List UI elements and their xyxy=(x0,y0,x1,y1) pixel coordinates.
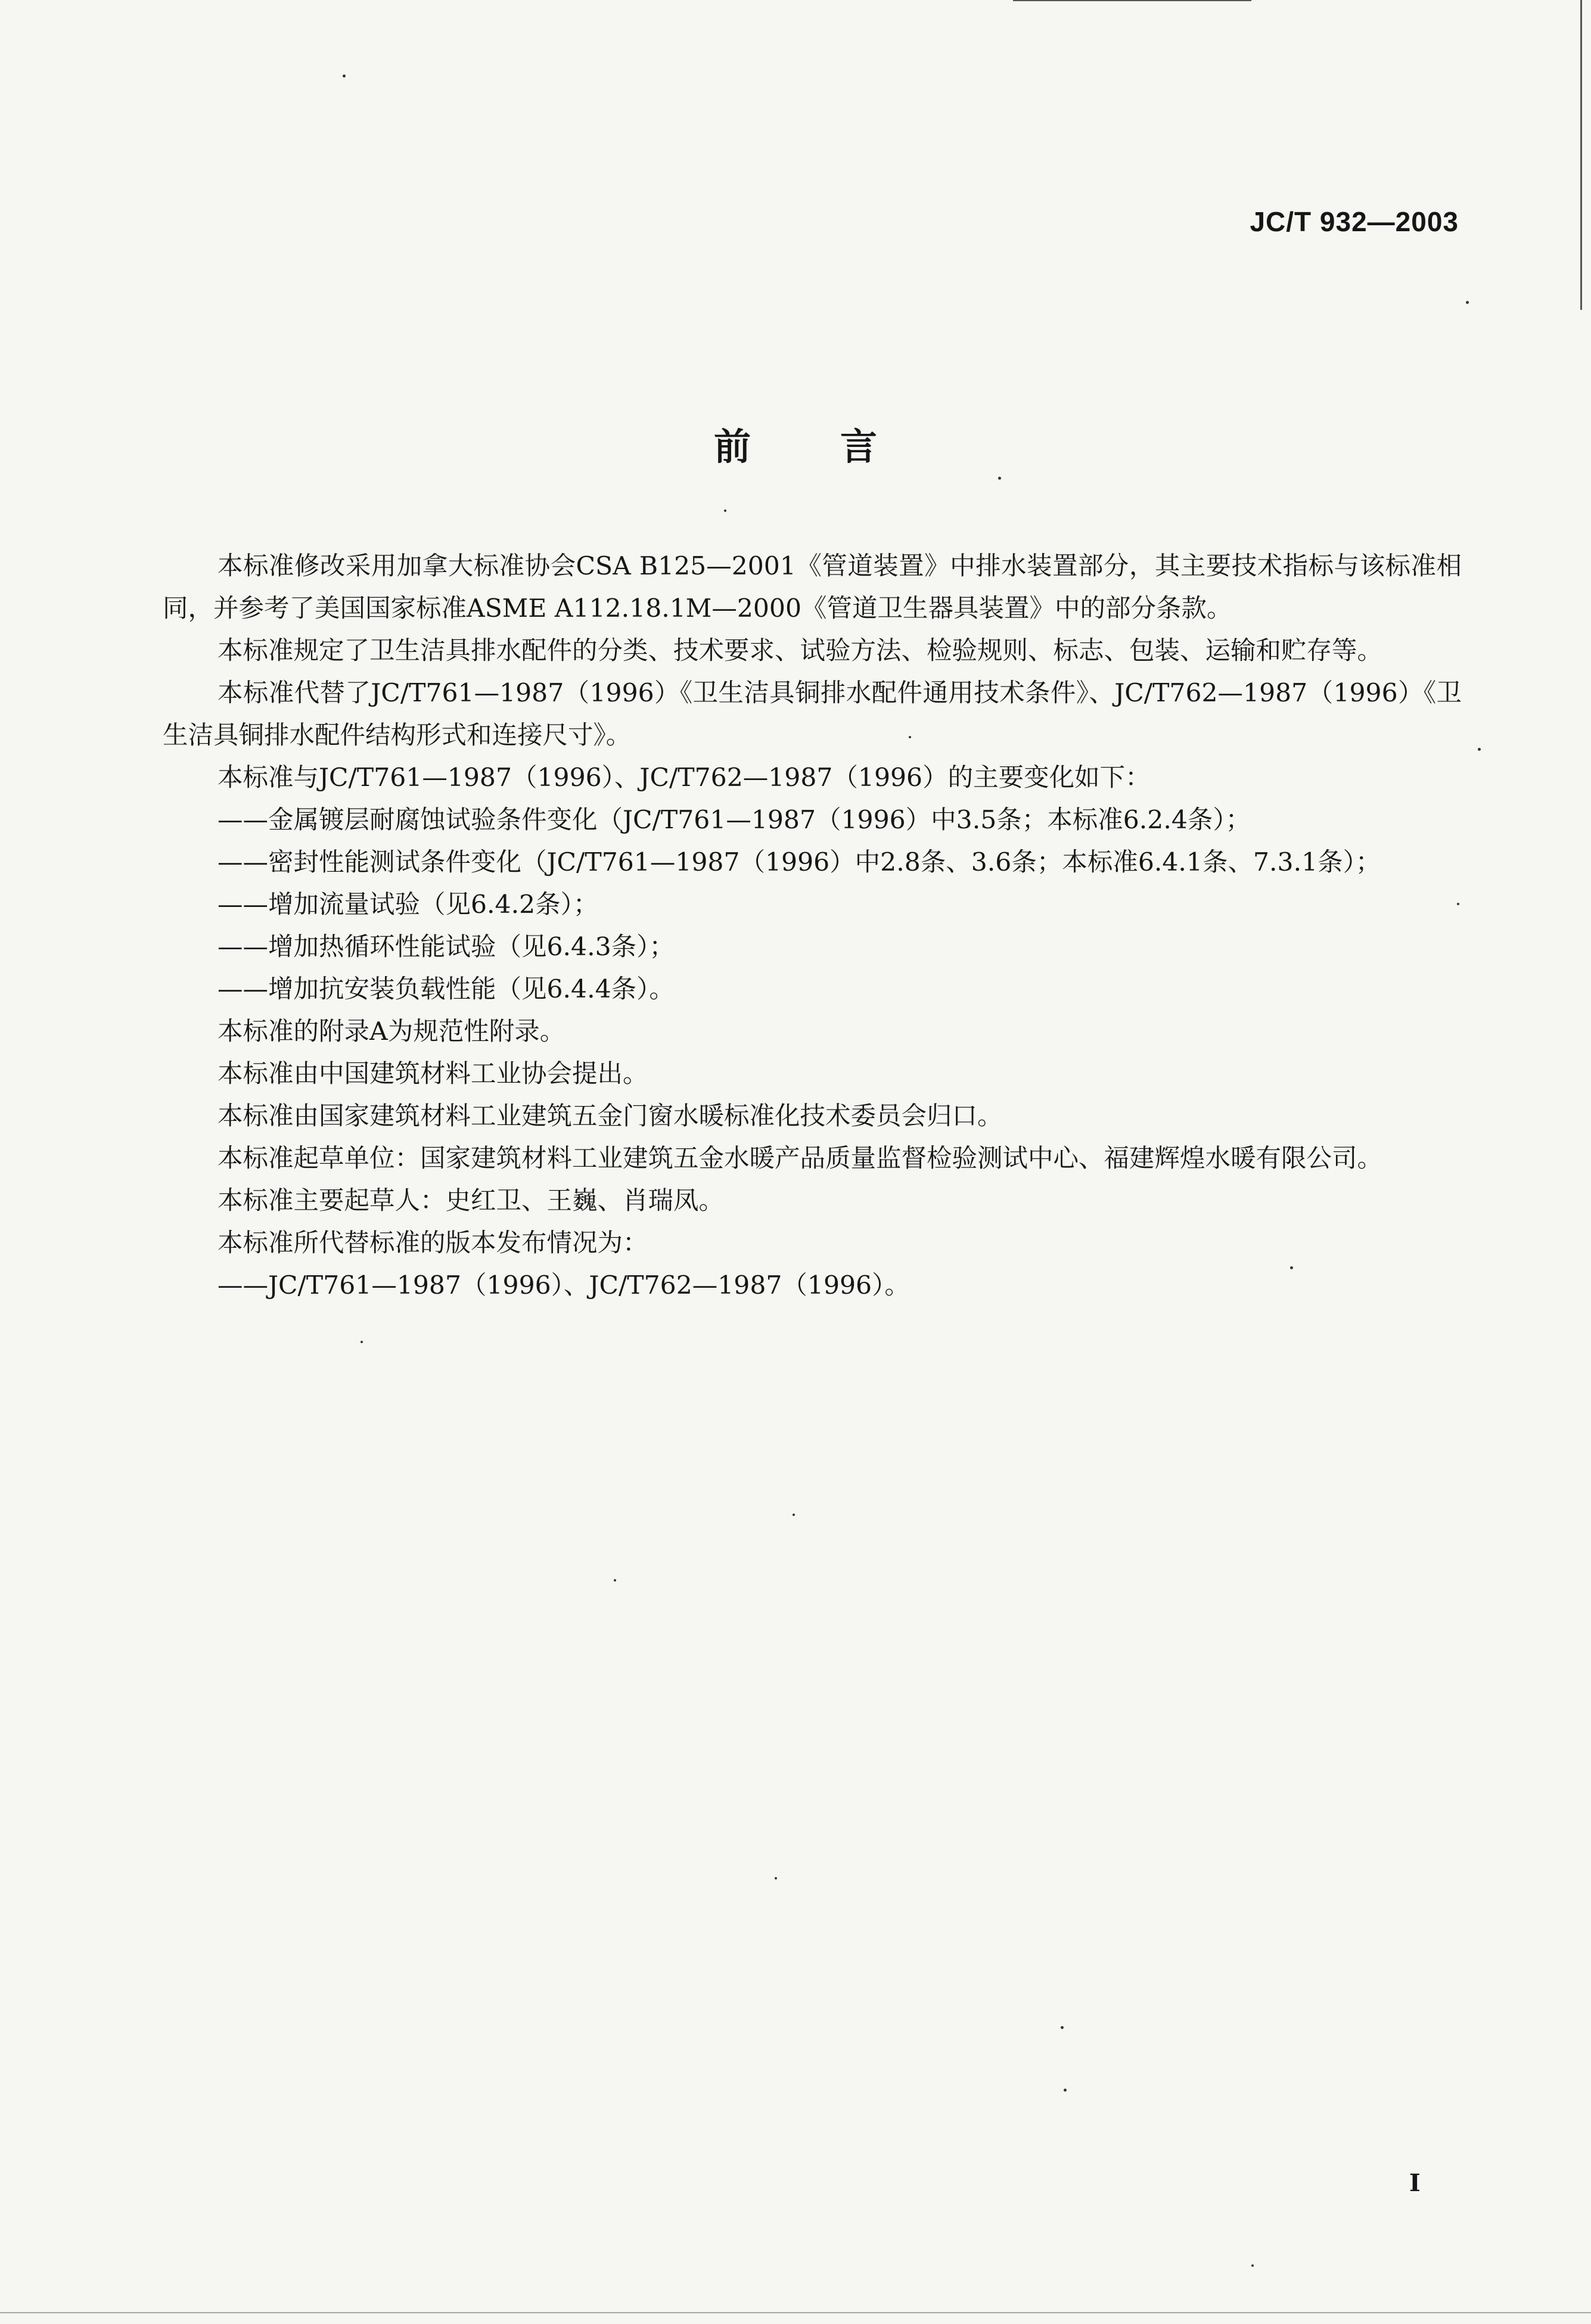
scan-edge-mark xyxy=(1013,0,1251,1)
paragraph: 本标准由中国建筑材料工业协会提出。 xyxy=(217,1060,648,1089)
change-item: ——增加流量试验（见6.4.2条）； xyxy=(217,890,599,919)
paragraph: 本标准由国家建筑材料工业建筑五金门窗水暖标准化技术委员会归口。 xyxy=(217,1102,1003,1131)
scan-speck xyxy=(361,1341,363,1343)
page-title: 前言 xyxy=(713,425,967,468)
scan-speck xyxy=(775,1877,777,1879)
paragraph: 本标准起草单位：国家建筑材料工业建筑五金水暖产品质量监督检验测试中心、福建辉煌水暖有限公司。 xyxy=(217,1144,1383,1173)
scan-speck xyxy=(1061,2026,1064,2029)
scan-speck xyxy=(998,477,1001,480)
replaced-standards-item: ——JC/T761—1987（1996）、JC/T762—1987（1996）。 xyxy=(217,1271,910,1300)
change-item: ——密封性能测试条件变化（JC/T761—1987（1996）中2.8条、3.6条；本标准6.4.1条、7.3.1条）； xyxy=(217,848,1381,877)
standard-number: JC/T 932—2003 xyxy=(1250,206,1459,237)
scan-speck xyxy=(343,74,346,77)
paragraph: 本标准的附录A为规范性附录。 xyxy=(217,1017,565,1046)
paragraph: 本标准主要起草人：史红卫、王巍、肖瑞凤。 xyxy=(217,1186,725,1216)
scan-speck xyxy=(1290,1266,1293,1269)
scan-speck xyxy=(793,1514,795,1516)
change-item: ——增加热循环性能试验（见6.4.3条）； xyxy=(217,933,675,962)
page-number: I xyxy=(1409,2169,1421,2197)
scan-speck xyxy=(1457,903,1459,905)
change-item: ——增加抗安装负载性能（见6.4.4条）。 xyxy=(217,975,675,1004)
scan-edge-mark xyxy=(1580,0,1582,310)
paragraph: 本标准所代替标准的版本发布情况为： xyxy=(217,1229,648,1258)
change-item: ——金属镀层耐腐蚀试验条件变化（JC/T761—1987（1996）中3.5条；本标准6.2.4条）； xyxy=(217,806,1251,835)
scan-speck xyxy=(614,1579,616,1582)
paragraph: 本标准规定了卫生洁具排水配件的分类、技术要求、试验方法、检验规则、标志、包装、运输和贮存等。 xyxy=(217,636,1383,666)
scan-speck xyxy=(1064,2089,1067,2092)
paragraph: 本标准修改采用加拿大标准协会CSA B125—2001《管道装置》中排水装置部分，其主要技术指标与该标准相同，并参考了美国国家标准ASME A112.18.1M—2000《管道卫生器具装置》中的部分条款。 xyxy=(163,552,1462,623)
scan-speck xyxy=(1251,2264,1254,2267)
scan-speck xyxy=(1466,301,1469,304)
scan-speck xyxy=(1478,748,1481,751)
scan-speck xyxy=(724,509,726,512)
foreword-body xyxy=(163,545,1462,1307)
paragraph: 本标准代替了JC/T761—1987（1996）《卫生洁具铜排水配件通用技术条件》、JC/T762—1987（1996）《卫生洁具铜排水配件结构形式和连接尺寸》。 xyxy=(163,679,1462,750)
paragraph: 本标准与JC/T761—1987（1996）、JC/T762—1987（1996）的主要变化如下： xyxy=(217,763,1151,793)
scan-edge-mark xyxy=(0,2312,1591,2313)
scan-speck xyxy=(909,736,911,738)
